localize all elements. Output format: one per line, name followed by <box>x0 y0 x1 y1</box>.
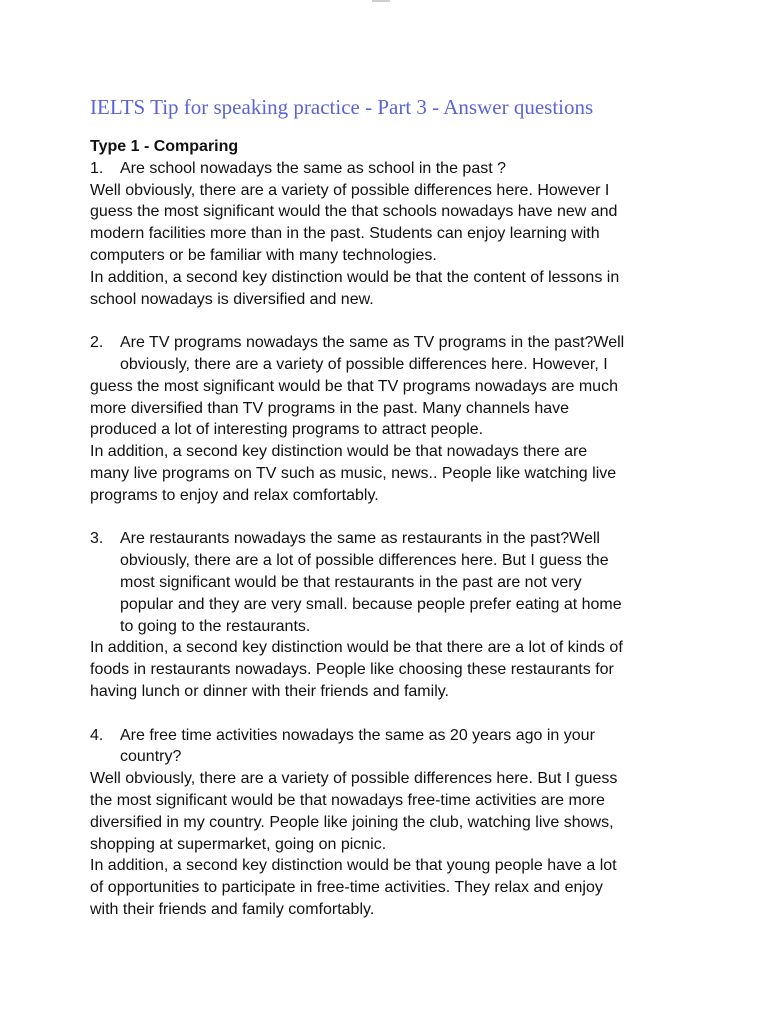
document-body <box>90 136 690 921</box>
question-text: Are TV programs nowadays the same as TV programs in the past?Well <box>120 334 625 352</box>
question-number: 1. <box>90 159 104 177</box>
document-title: IELTS Tip for speaking practice - Part 3 - Answer questions <box>90 95 594 119</box>
section-heading: Type 1 - Comparing <box>90 138 239 155</box>
question-number: 3. <box>90 530 104 548</box>
answer-line-indented: popular and they are very small. because people prefer eating at home <box>120 595 622 613</box>
answer-line-indented: country? <box>120 748 182 766</box>
question-text: Are restaurants nowadays the same as restaurants in the past?Well <box>120 530 600 548</box>
answer-line-indented: obviously, there are a lot of possible differences here. But I guess the <box>120 552 609 570</box>
answer-line: shopping at supermarket, going on picnic. <box>90 835 387 853</box>
question-block-2 <box>90 332 690 506</box>
question-1 <box>90 158 690 180</box>
question-block-3 <box>90 528 690 702</box>
answer-line: diversified in my country. People like joining the club, watching live shows, <box>90 813 614 831</box>
question-4 <box>90 725 690 747</box>
answer-line: guess the most significant would the that schools nowadays have new and <box>90 203 618 221</box>
answer-line: In addition, a second key distinction would be that nowadays there are <box>90 443 588 461</box>
answer-line: with their friends and family comfortably. <box>90 900 375 918</box>
answer-line: In addition, a second key distinction would be that the content of lessons in <box>90 268 620 286</box>
answer-line: guess the most significant would be that TV programs nowadays are much <box>90 377 618 395</box>
top-edge-mark <box>372 0 390 2</box>
answer-line-indented: to going to the restaurants. <box>120 617 311 635</box>
question-number: 2. <box>90 334 104 352</box>
question-3 <box>90 528 690 550</box>
answer-line: Well obviously, there are a variety of possible differences here. However I <box>90 181 610 199</box>
answer-line: more diversified than TV programs in the past. Many channels have <box>90 399 570 417</box>
answer-line-indented: most significant would be that restaurants in the past are not very <box>120 573 582 591</box>
question-text: Are free time activities nowadays the same as 20 years ago in your <box>120 726 595 744</box>
answer-line: many live programs on TV such as music, news.. People like watching live <box>90 464 617 482</box>
question-text: Are school nowadays the same as school in the past ? <box>120 159 506 177</box>
answer-line: In addition, a second key distinction would be that young people have a lot <box>90 857 617 875</box>
answer-line: foods in restaurants nowadays. People like choosing these restaurants for <box>90 661 614 679</box>
answer-line: school nowadays is diversified and new. <box>90 290 374 308</box>
question-number: 4. <box>90 726 104 744</box>
answer-line: Well obviously, there are a variety of possible differences here. But I guess <box>90 770 618 788</box>
answer-line: having lunch or dinner with their friends and family. <box>90 682 449 700</box>
answer-line: of opportunities to participate in free-time activities. They relax and enjoy <box>90 879 603 897</box>
question-block-1 <box>90 158 690 311</box>
answer-line: programs to enjoy and relax comfortably. <box>90 486 379 504</box>
answer-line: computers or be familiar with many technologies. <box>90 246 437 264</box>
answer-line: produced a lot of interesting programs to attract people. <box>90 421 484 439</box>
answer-line: In addition, a second key distinction would be that there are a lot of kinds of <box>90 639 623 657</box>
answer-line-indented: obviously, there are a variety of possible differences here. However, I <box>120 355 608 373</box>
question-2 <box>90 332 690 354</box>
answer-line: the most significant would be that nowadays free-time activities are more <box>90 791 605 809</box>
question-block-4 <box>90 725 690 921</box>
answer-line: modern facilities more than in the past. Students can enjoy learning with <box>90 225 600 243</box>
